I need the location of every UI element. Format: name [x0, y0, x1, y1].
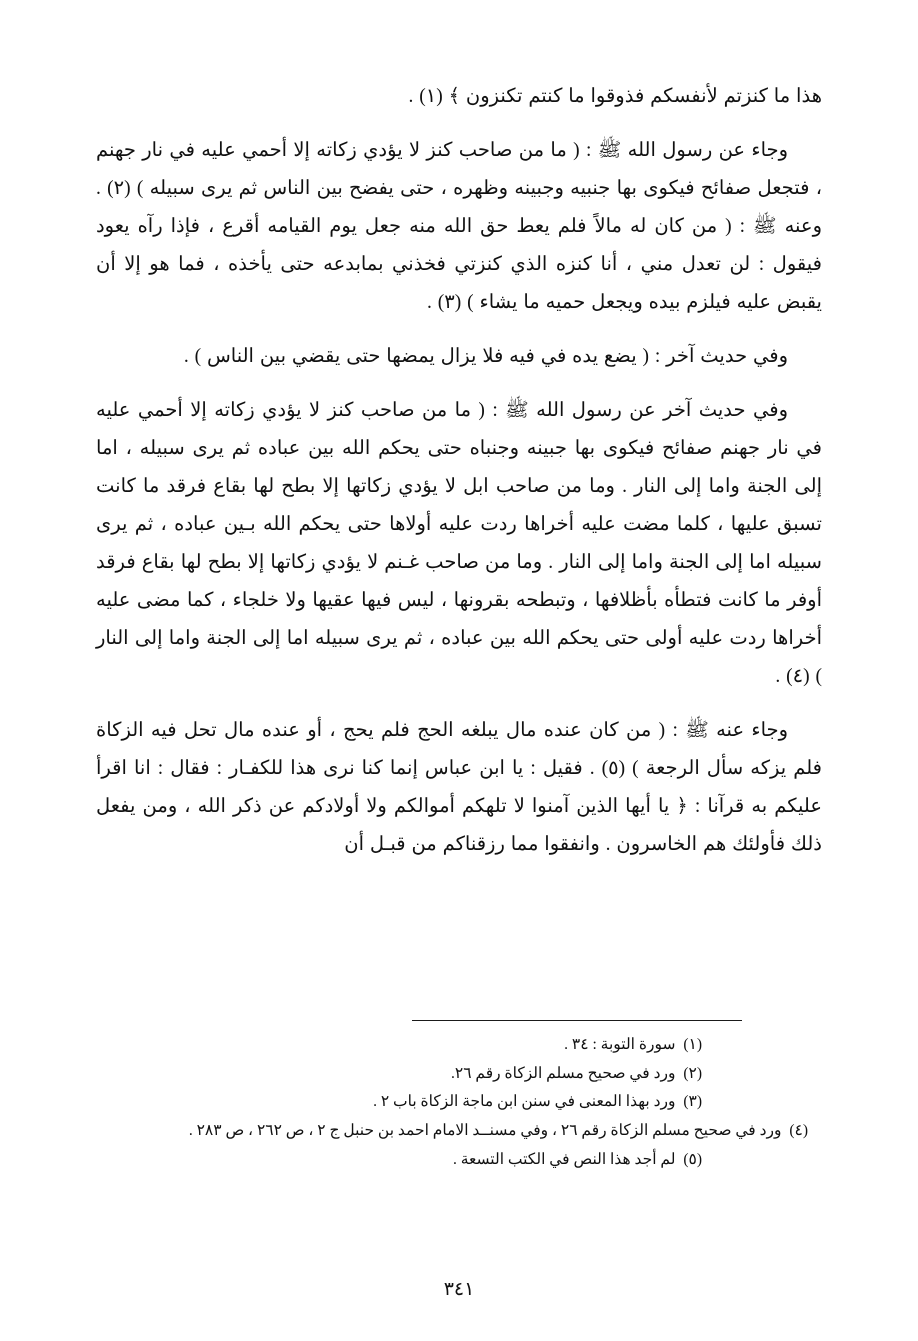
footnote-5-text: لم أجد هذا النص في الكتب التسعة .: [452, 1150, 676, 1168]
footnote-1: [96, 1031, 822, 1060]
footnote-5-number: (٥): [683, 1150, 702, 1168]
footnote-2-number: (٢): [683, 1064, 702, 1082]
footnote-1-number: (١): [683, 1036, 702, 1053]
footnote-4: [96, 1117, 822, 1146]
footnote-4-text: ورد في صحيح مسلم الزكاة رقم ٢٦ ، وفي مسنــد الامام احمد بن حنبل ج ٢ ، ص ٢٦٢ ، ص ٢٨٣ .: [188, 1122, 782, 1140]
paragraph-2: وجاء عن رسول الله ﷺ : ( ما من صاحب كنز لا يؤدي زكاته إلا أحمي عليه في نار جهنم ، فتجعل صفائح فيكوى بها جنبيه وجبينه وظهره ، حتى يفضح بين الناس ثم يرى سبيله ) (٢) . وعنه ﷺ : ( من كان له مالاً فلم يعط حق الله منه جعل يوم القيامه أقرع ، فإذا رآه يعود فيقول : لن تعدل مني ، أنا كنزه الذي كنزتي فخذني بمابدعه حتى يأخذه ، فما هو إلا أن يقبض عليه فيلزم بيده ويجعل حميه ما يشاء ) (٣) .: [96, 140, 823, 314]
footnote-4-number: (٤): [789, 1122, 808, 1140]
footnote-1-text: سورة التوبة : ٣٤ .: [564, 1036, 676, 1053]
footnote-3-text: ورد بهذا المعنى في سنن ابن ماجة الزكاة باب ٢ .: [373, 1093, 676, 1111]
footnote-3: [96, 1088, 822, 1117]
paragraph-5: وجاء عنه ﷺ : ( من كان عنده مال يبلغه الحج فلم يحج ، أو عنده مال تحل فيه الزكاة فلم يزكه سأل الرجعة ) (٥) . فقيل : يا ابن عباس إنما كنا نرى هذا للكفـار : فقال : انا اقرأ عليكم به قرآنا : ﴿ يا أيها الذين آمنوا لا تلهكم أموالكم ولا أولادكم عن ذكر الله ، ومن يفعل ذلك فأولئك هم الخاسرون . وانفقوا مما رزقناكم من قبـل أن: [96, 720, 822, 856]
footnote-2-text: ورد في صحيح مسلم الزكاة رقم ٢٦.: [451, 1064, 676, 1082]
page-number: ٣٤١: [443, 1279, 475, 1300]
paragraph-3: وفي حديث آخر : ( يضع يده في فيه فلا يزال يمضها حتى يقضي بين الناس ) .: [183, 346, 788, 368]
footnote-2: [96, 1060, 822, 1089]
paragraph-4: وفي حديث آخر عن رسول الله ﷺ : ( ما من صاحب كنز لا يؤدي زكاته إلا أحمي عليه في نار جهنم صفائح فيكوى بها جبينه وجنباه حتى يحكم الله بين عباده ثم يرى سبيله ، اما إلى الجنة واما إلى النار . وما من صاحب ابل لا يؤدي زكاتها إلا بطح لها بقاع فرقد ما كانت تسبق عليها ، كلما مضت عليه أخراها ردت عليه أولاها حتى يحكم الله بـين عباده ، ثم يرى سبيله اما إلى الجنة واما إلى النار . وما من صاحب غـنم لا يؤدي زكاتها إلا بطح لها بقاع فرقد أوفر ما كانت فتطأه بأظلافها ، وتبطحه بقرونها ، ليس فيها عقيها ولا خلجاء ، كما مضى عليه أخراها ردت عليه أولى حتى يحكم الله بين عباده ، ثم يرى سبيله اما إلى الجنة واما إلى النار ) (٤) .: [96, 400, 822, 688]
footnote-separator: [412, 1020, 742, 1021]
paragraph-1: هذا ما كنزتم لأنفسكم فذوقوا ما كنتم تكنزون ﴾ (١) .: [408, 86, 822, 107]
page-body: [96, 78, 822, 880]
footnotes-section: [96, 1020, 822, 1174]
footnote-5: [96, 1146, 822, 1175]
footnote-3-number: (٣): [683, 1093, 702, 1111]
